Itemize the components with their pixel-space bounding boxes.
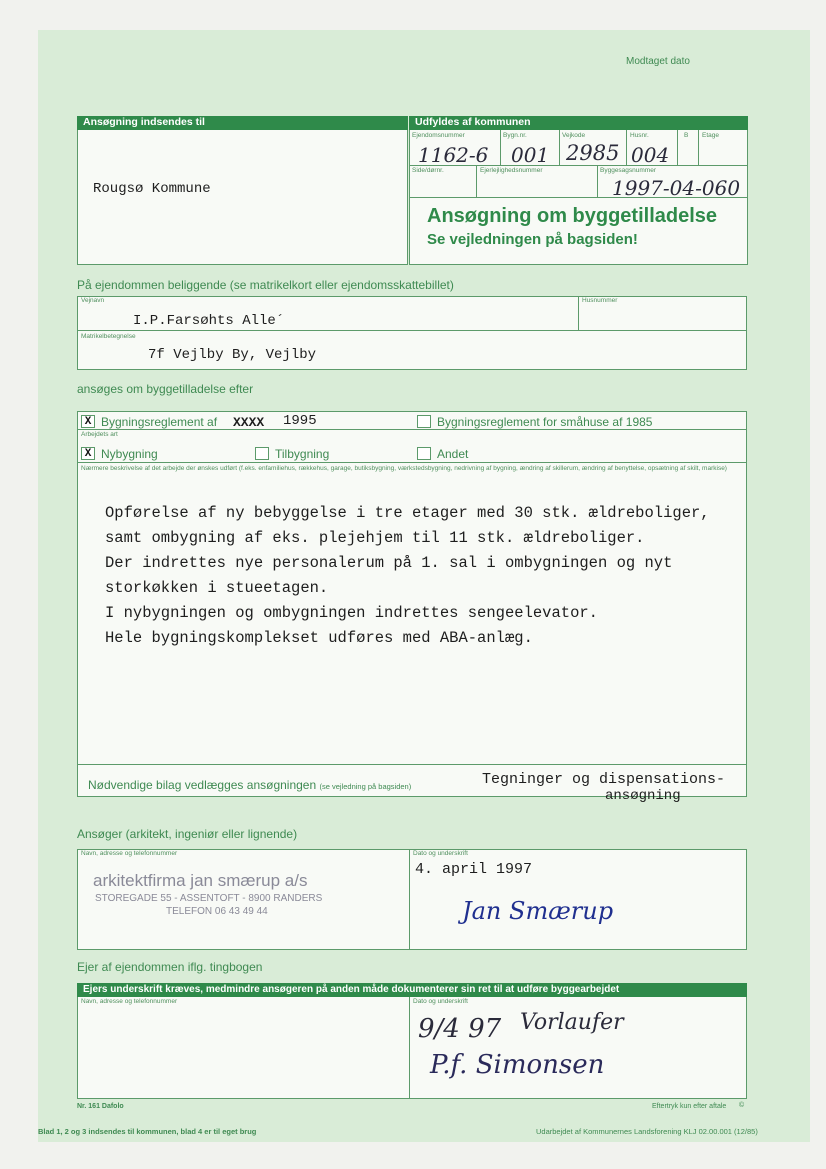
bygnr-label: Bygn.nr. (503, 132, 527, 139)
owner-header: Ejers underskrift kræves, medmindre ansøgeren på anden måde dokumenterer sin ret til at udføre byggearbejdet (77, 983, 747, 997)
ejendomsnummer-value: 1162-6 (418, 143, 489, 167)
vejnavn-value[interactable]: I.P.Farsøhts Alle´ (133, 313, 285, 329)
tilbygning-label: Tilbygning (275, 447, 330, 461)
vejkode-label: Vejkode (562, 132, 586, 139)
owner-signature-1: Vorlaufer (520, 1010, 624, 1035)
andet-label: Andet (437, 447, 469, 461)
husnr-value: 004 (631, 143, 670, 167)
publisher-note: Udarbejdet af Kommunernes Landsforening KLJ 02.00.001 (12/85) (536, 1127, 758, 1136)
form-title: Ansøgning om byggetilladelse (427, 205, 718, 227)
vejkode-value: 2985 (566, 141, 620, 165)
stamp-name: arkitektfirma jan smærup a/s (93, 871, 308, 890)
send-to-value: Rougsø Kommune (93, 181, 211, 197)
side-label: Side/dørnr. (412, 167, 444, 174)
description-line: samt ombygning af eks. plejehjem til 11 stk. ældreboliger. (105, 529, 645, 547)
property-heading: På ejendommen beliggende (se matrikelkort eller ejendomsskattebillet) (77, 278, 454, 292)
applicant-date[interactable]: 4. april 1997 (415, 861, 533, 878)
nybygning-label: Nybygning (101, 447, 158, 461)
ejendomsnummer-label: Ejendomsnummer (412, 132, 465, 139)
andet-checkbox[interactable] (417, 447, 431, 460)
bygnr-value: 001 (511, 143, 550, 167)
description-line: Der indrettes nye personalerum på 1. sal i ombygningen og nyt (105, 554, 673, 572)
form-number: Nr. 161 Dafolo (77, 1103, 124, 1110)
owner-box (77, 983, 747, 1099)
bilag-label-text: Nødvendige bilag vedlægges ansøgningen (88, 778, 317, 792)
description-line: storkøkken i stueetagen. (105, 579, 329, 597)
reprint-note: Eftertryk kun efter aftale (652, 1103, 727, 1110)
reg2-label: Bygningsreglement for småhuse af 1985 (437, 415, 653, 429)
owner-signature-2: P.f. Simonsen (430, 1050, 605, 1080)
application-heading: ansøges om byggetilladelse efter (77, 382, 254, 396)
municipality-header: Udfyldes af kommunen (409, 116, 748, 130)
husnummer-label: Husnummer (582, 297, 618, 304)
owner-date-label: Dato og underskrift (413, 998, 468, 1005)
matrikel-label: Matrikelbetegnelse (81, 333, 136, 340)
description-line: Hele bygningskomplekset udføres med ABA-anlæg. (105, 629, 533, 647)
b-label: B (684, 132, 689, 139)
vejnavn-label: Vejnavn (81, 297, 105, 304)
description-line: I nybygningen og ombygningen indrettes sengeelevator. (105, 604, 598, 622)
copyright-mark: © (739, 1102, 745, 1109)
ejerlejlighed-label: Ejerlejlighedsnummer (480, 167, 543, 174)
description-label: Nærmere beskrivelse af det arbejde der ønskes udført (f.eks. enfamiliehus, rækkehus, garage, butiksbygning, værkstedsbygning, nedrivning af bygning, ændring af skillerum, ændring af benyttelse, opsætning af skilt, markise) (81, 465, 727, 472)
stamp-address: STOREGADE 55 - ASSENTOFT - 8900 RANDERS (95, 893, 323, 904)
applicant-signature: Jan Smærup (462, 897, 614, 925)
owner-name-label: Navn, adresse og telefonnummer (81, 998, 178, 1005)
etage-label: Etage (702, 132, 719, 139)
stamp-phone: TELEFON 06 43 49 44 (166, 906, 268, 917)
byggesag-value: 1997-04-060 (612, 176, 741, 200)
reg1-label: Bygningsreglement af (101, 415, 218, 429)
reg1-year: 1995 (283, 413, 317, 429)
applicant-name-label: Navn, adresse og telefonnummer (81, 850, 178, 857)
bilag-value-1[interactable]: Tegninger og dispensations- (482, 771, 726, 788)
arbejdets-art-label: Arbejdets art (81, 431, 118, 438)
reg1-strike: XXXX (233, 415, 265, 430)
bilag-label (88, 778, 411, 792)
blad-note: Blad 1, 2 og 3 indsendes til kommunen, blad 4 er til eget brug (38, 1127, 257, 1136)
description-text[interactable] (105, 501, 710, 651)
applicant-heading: Ansøger (arkitekt, ingeniør eller lignende) (77, 827, 298, 841)
husnr-label: Husnr. (630, 132, 649, 139)
received-date-label: Modtaget dato (626, 56, 690, 67)
byggesag-label: Byggesagsnummer (600, 167, 656, 174)
reg2-checkbox[interactable] (417, 415, 431, 428)
owner-date: 9/4 97 (418, 1014, 502, 1044)
matrikel-value[interactable]: 7f Vejlby By, Vejlby (148, 347, 317, 363)
bilag-hint: (se vejledning på bagsiden) (319, 782, 412, 791)
owner-heading: Ejer af ejendommen iflg. tingbogen (77, 960, 263, 974)
description-line: Opførelse af ny bebyggelse i tre etager med 30 stk. ældreboliger, (105, 504, 710, 522)
reg1-checkbox[interactable]: X (81, 415, 95, 428)
applicant-date-label: Dato og underskrift (413, 850, 468, 857)
nybygning-checkbox[interactable]: X (81, 447, 95, 460)
tilbygning-checkbox[interactable] (255, 447, 269, 460)
form-subtitle: Se vejledningen på bagsiden! (427, 231, 638, 248)
bilag-value-2[interactable]: ansøgning (605, 788, 681, 804)
send-to-header: Ansøgning indsendes til (77, 116, 408, 130)
